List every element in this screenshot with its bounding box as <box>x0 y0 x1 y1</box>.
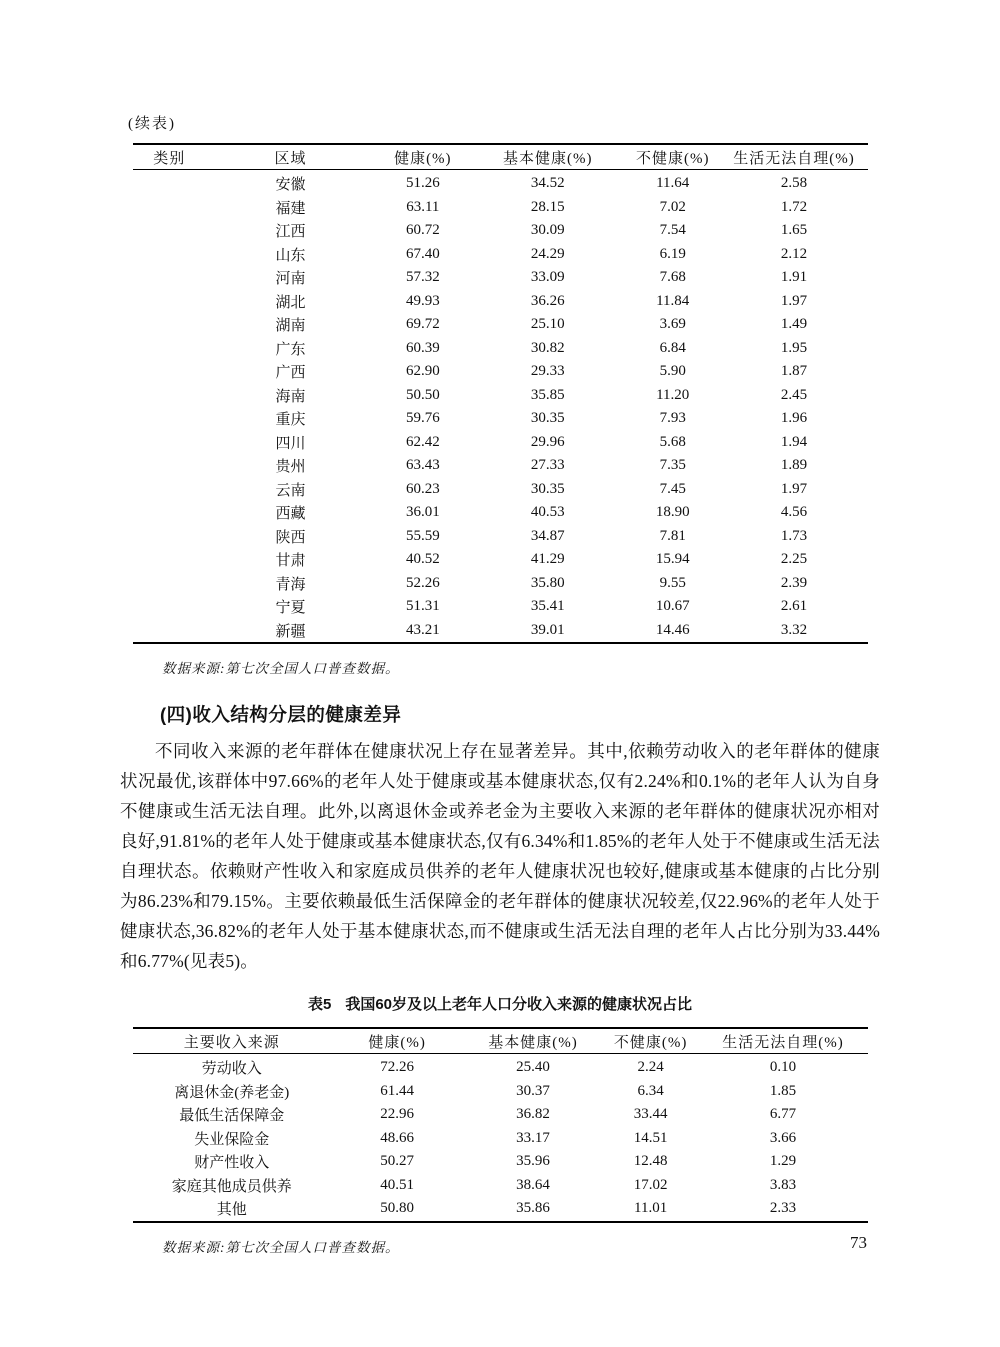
table-cell: 2.45 <box>780 386 808 403</box>
table-cell: 38.64 <box>516 1176 550 1193</box>
table-cell: 61.44 <box>380 1082 414 1099</box>
table-cell: 1.97 <box>780 292 808 309</box>
table-cell: 甘肃 <box>275 553 306 570</box>
table-cell: 陕西 <box>275 529 306 546</box>
table-cell: 50.27 <box>380 1153 414 1170</box>
table-cell: 34.87 <box>530 527 565 544</box>
table-cell: 24.29 <box>530 245 565 262</box>
table-cell: 6.19 <box>659 245 686 262</box>
table-row <box>133 431 868 455</box>
table-cell: 7.02 <box>659 198 686 215</box>
table-cell: 59.76 <box>405 410 440 427</box>
table-cell: 62.42 <box>405 433 440 450</box>
table-cell <box>133 219 207 243</box>
table-cell: 7.68 <box>659 269 686 286</box>
column-header: 类别 <box>133 144 207 170</box>
table-cell <box>133 384 207 408</box>
table-cell: 40.53 <box>530 504 565 521</box>
income-source-health-table <box>133 1027 868 1223</box>
table-row <box>133 219 868 243</box>
table-cell: 35.41 <box>530 598 565 615</box>
table-cell: 17.02 <box>633 1176 668 1193</box>
table-cell: 失业保险金 <box>194 1131 270 1148</box>
table-row <box>133 384 868 408</box>
table-cell: 0.10 <box>769 1059 797 1076</box>
column-header: 基本健康(%) <box>471 144 625 170</box>
table-cell: 7.81 <box>659 527 686 544</box>
table-row <box>133 572 868 596</box>
table-cell: 2.24 <box>637 1059 664 1076</box>
data-source-note: 数据来源:第七次全国人口普查数据。 <box>162 661 400 676</box>
table-cell: 30.35 <box>530 410 565 427</box>
table-cell: 1.91 <box>780 269 808 286</box>
table-cell: 57.32 <box>405 269 440 286</box>
table-row <box>133 1054 868 1080</box>
table-cell <box>133 360 207 384</box>
table-cell: 湖南 <box>275 318 306 335</box>
table-cell: 14.46 <box>655 621 690 638</box>
table-cell: 河南 <box>275 271 306 288</box>
table-row <box>133 170 868 196</box>
table-cell: 江西 <box>275 224 306 241</box>
table-cell: 1.49 <box>780 316 808 333</box>
table-cell: 30.09 <box>530 222 565 239</box>
table-row <box>133 619 868 644</box>
table-cell: 5.68 <box>659 433 686 450</box>
column-header: 主要收入来源 <box>133 1028 331 1054</box>
table-cell: 7.93 <box>659 410 686 427</box>
table-cell: 49.93 <box>405 292 440 309</box>
table-row <box>133 360 868 384</box>
table-cell: 43.21 <box>405 621 440 638</box>
table-cell: 新疆 <box>275 623 306 640</box>
table-cell: 15.94 <box>655 551 690 568</box>
table-cell: 云南 <box>275 482 306 499</box>
table-cell: 18.90 <box>655 504 690 521</box>
table-row <box>133 243 868 267</box>
column-header: 健康(%) <box>331 1028 463 1054</box>
table-cell: 34.52 <box>530 175 565 192</box>
table-row <box>133 1127 868 1151</box>
table-cell: 9.55 <box>659 574 686 591</box>
table-cell: 35.96 <box>516 1153 550 1170</box>
table-cell: 11.20 <box>656 386 690 403</box>
table5-caption <box>120 993 880 1014</box>
table-cell: 7.45 <box>659 480 686 497</box>
table-header-row <box>133 1028 868 1054</box>
table-header-row <box>133 144 868 170</box>
table-row <box>133 501 868 525</box>
table-cell: 2.39 <box>780 574 808 591</box>
table-cell: 36.26 <box>530 292 565 309</box>
table-cell: 35.86 <box>516 1200 550 1217</box>
table-row <box>133 454 868 478</box>
table-cell: 33.44 <box>633 1106 668 1123</box>
table-cell <box>133 548 207 572</box>
table-cell <box>133 595 207 619</box>
table-cell: 宁夏 <box>275 600 306 617</box>
table-cell: 11.64 <box>656 175 690 192</box>
table-cell: 5.90 <box>659 363 686 380</box>
table-cell: 36.01 <box>405 504 440 521</box>
table-cell: 1.97 <box>780 480 808 497</box>
table-cell: 72.26 <box>380 1059 414 1076</box>
table-cell: 1.29 <box>769 1153 797 1170</box>
column-header: 区域 <box>206 144 375 170</box>
table-cell: 12.48 <box>633 1153 668 1170</box>
table-cell: 41.29 <box>530 551 565 568</box>
table-cell: 1.65 <box>780 222 808 239</box>
table-cell: 2.25 <box>780 551 808 568</box>
page-number: 73 <box>850 1233 867 1252</box>
table-cell: 67.40 <box>405 245 440 262</box>
table-row <box>133 266 868 290</box>
table-cell: 48.66 <box>380 1129 414 1146</box>
table-cell: 55.59 <box>405 527 440 544</box>
table-cell: 财产性收入 <box>194 1155 270 1172</box>
table-cell <box>133 454 207 478</box>
table-cell: 7.54 <box>659 222 686 239</box>
column-header: 不健康(%) <box>625 144 721 170</box>
table-row <box>133 1197 868 1222</box>
table-cell: 1.73 <box>780 527 808 544</box>
table-cell: 50.50 <box>405 386 440 403</box>
table-cell: 30.82 <box>530 339 565 356</box>
table-row <box>133 290 868 314</box>
table-cell: 51.26 <box>405 175 440 192</box>
table-row <box>133 196 868 220</box>
table-cell: 1.95 <box>780 339 808 356</box>
table-cell <box>133 337 207 361</box>
table-cell: 10.67 <box>655 598 690 615</box>
table-cell: 22.96 <box>380 1106 414 1123</box>
table-cell: 青海 <box>275 576 306 593</box>
table-cell: 2.12 <box>780 245 808 262</box>
table-cell: 海南 <box>275 388 306 405</box>
table-cell: 1.89 <box>780 457 808 474</box>
table-row <box>133 478 868 502</box>
table-cell: 33.17 <box>516 1129 550 1146</box>
page-content <box>120 0 880 1256</box>
column-header: 不健康(%) <box>603 1028 699 1054</box>
table-cell: 60.72 <box>405 222 440 239</box>
data-source-note: 数据来源:第七次全国人口普查数据。 <box>162 1239 400 1255</box>
table-cell <box>133 619 207 644</box>
table-row <box>133 1174 868 1198</box>
table-row <box>133 548 868 572</box>
table-cell: 27.33 <box>530 457 565 474</box>
table-cell: 11.84 <box>656 292 690 309</box>
table-cell <box>133 196 207 220</box>
table-cell: 69.72 <box>405 316 440 333</box>
table-cell: 7.35 <box>659 457 686 474</box>
section-heading: (四)收入结构分层的健康差异 <box>160 704 402 725</box>
table-cell: 四川 <box>275 435 306 452</box>
table-cell <box>133 266 207 290</box>
table-cell: 广东 <box>275 341 306 358</box>
table-cell: 35.85 <box>530 386 565 403</box>
table-cell: 其他 <box>216 1202 247 1219</box>
table-cell <box>133 313 207 337</box>
table-cell: 33.09 <box>530 269 565 286</box>
table-cell: 1.96 <box>780 410 808 427</box>
table-cell <box>133 572 207 596</box>
table-cell: 14.51 <box>633 1129 668 1146</box>
table-cell: 29.96 <box>530 433 565 450</box>
table-cell: 25.10 <box>530 316 565 333</box>
table-cell: 家庭其他成员供养 <box>171 1178 292 1195</box>
table-cell: 重庆 <box>275 412 306 429</box>
table-cell: 贵州 <box>275 459 306 476</box>
table-cell <box>133 478 207 502</box>
table-cell: 最低生活保障金 <box>179 1108 285 1125</box>
table-cell: 2.61 <box>780 598 808 615</box>
table-cell: 30.37 <box>516 1082 550 1099</box>
table-cell: 52.26 <box>405 574 440 591</box>
table-cell: 40.51 <box>380 1176 414 1193</box>
table-cell: 山东 <box>275 247 306 264</box>
table-cell: 4.56 <box>780 504 808 521</box>
table-cell: 30.35 <box>530 480 565 497</box>
table-cell: 51.31 <box>405 598 440 615</box>
table-cell: 60.23 <box>405 480 440 497</box>
table-cell: 湖北 <box>275 294 306 311</box>
table-cell: 3.32 <box>780 621 808 638</box>
table-cell: 安徽 <box>275 177 306 194</box>
table-cell <box>133 407 207 431</box>
table-row <box>133 407 868 431</box>
table-cell: 西藏 <box>275 506 306 523</box>
table-cell: 劳动收入 <box>201 1061 262 1078</box>
table-cell: 离退休金(养老金) <box>174 1084 290 1101</box>
table-cell: 39.01 <box>530 621 565 638</box>
table-cell: 6.34 <box>637 1082 664 1099</box>
table-cell: 1.87 <box>780 363 808 380</box>
table-row <box>133 1150 868 1174</box>
table-cell <box>133 525 207 549</box>
table5-caption-text: 我国60岁及以上老年人口分收入来源的健康状况占比 <box>345 996 693 1013</box>
table-row <box>133 337 868 361</box>
table-cell: 6.77 <box>769 1106 797 1123</box>
table-cell: 29.33 <box>530 363 565 380</box>
table-cell <box>133 431 207 455</box>
table-cell <box>133 170 207 196</box>
continued-table-label: (续表) <box>128 116 176 132</box>
column-header: 健康(%) <box>375 144 471 170</box>
table-cell: 3.69 <box>659 316 686 333</box>
table-row <box>133 1103 868 1127</box>
table5-caption-label: 表5 <box>307 996 332 1013</box>
table-cell: 广西 <box>275 365 306 382</box>
table-cell: 1.94 <box>780 433 808 450</box>
table-row <box>133 595 868 619</box>
table-cell: 3.83 <box>769 1176 797 1193</box>
table-row <box>133 525 868 549</box>
table-cell: 36.82 <box>516 1106 550 1123</box>
table-cell <box>133 290 207 314</box>
table-cell: 25.40 <box>516 1059 550 1076</box>
regions-health-table <box>133 143 868 644</box>
column-header: 基本健康(%) <box>463 1028 603 1054</box>
table-cell: 40.52 <box>405 551 440 568</box>
table-cell: 福建 <box>275 200 306 217</box>
table-cell <box>133 501 207 525</box>
table-cell: 28.15 <box>530 198 565 215</box>
table-cell: 60.39 <box>405 339 440 356</box>
table-cell: 50.80 <box>380 1200 414 1217</box>
table-cell: 11.01 <box>634 1200 668 1217</box>
body-paragraph: 不同收入来源的老年群体在健康状况上存在显著差异。其中,依赖劳动收入的老年群体的健康状况最优,该群体中97.66%的老年人处于健康或基本健康状态,仅有2.24%和0.1%的老年人认为自身不健康或生活无法自理。此外,以离退休金或养老金为主要收入来源的老年群体的健康状况亦相对良好,91.81%的老年人处于健康或基本健康状态,仅有6.34%和1.85%的老年人处于不健康或生活无法自理状态。依赖财产性收入和家庭成员供养的老年人健康状况也较好,健康或基本健康的占比分别为86.23%和79.15%。主要依赖最低生活保障金的老年群体的健康状况较差,仅22.96%的老年人处于健康状态,36.82%的老年人处于基本健康状态,而不健康或生活无法自理的老年人占比分别为33.44%和6.77%(见表5)。 <box>120 741 880 971</box>
table-cell: 3.66 <box>769 1129 797 1146</box>
table-cell: 2.33 <box>769 1200 797 1217</box>
table-cell: 1.85 <box>769 1082 797 1099</box>
table-cell: 63.11 <box>406 198 440 215</box>
table-row <box>133 313 868 337</box>
column-header: 生活无法自理(%) <box>720 144 867 170</box>
table-cell: 63.43 <box>405 457 440 474</box>
table-cell: 1.72 <box>780 198 808 215</box>
column-header: 生活无法自理(%) <box>698 1028 867 1054</box>
table-cell <box>133 243 207 267</box>
table-cell: 35.80 <box>530 574 565 591</box>
table-row <box>133 1080 868 1104</box>
table-cell: 62.90 <box>405 363 440 380</box>
table-cell: 2.58 <box>780 175 808 192</box>
table-cell: 6.84 <box>659 339 686 356</box>
